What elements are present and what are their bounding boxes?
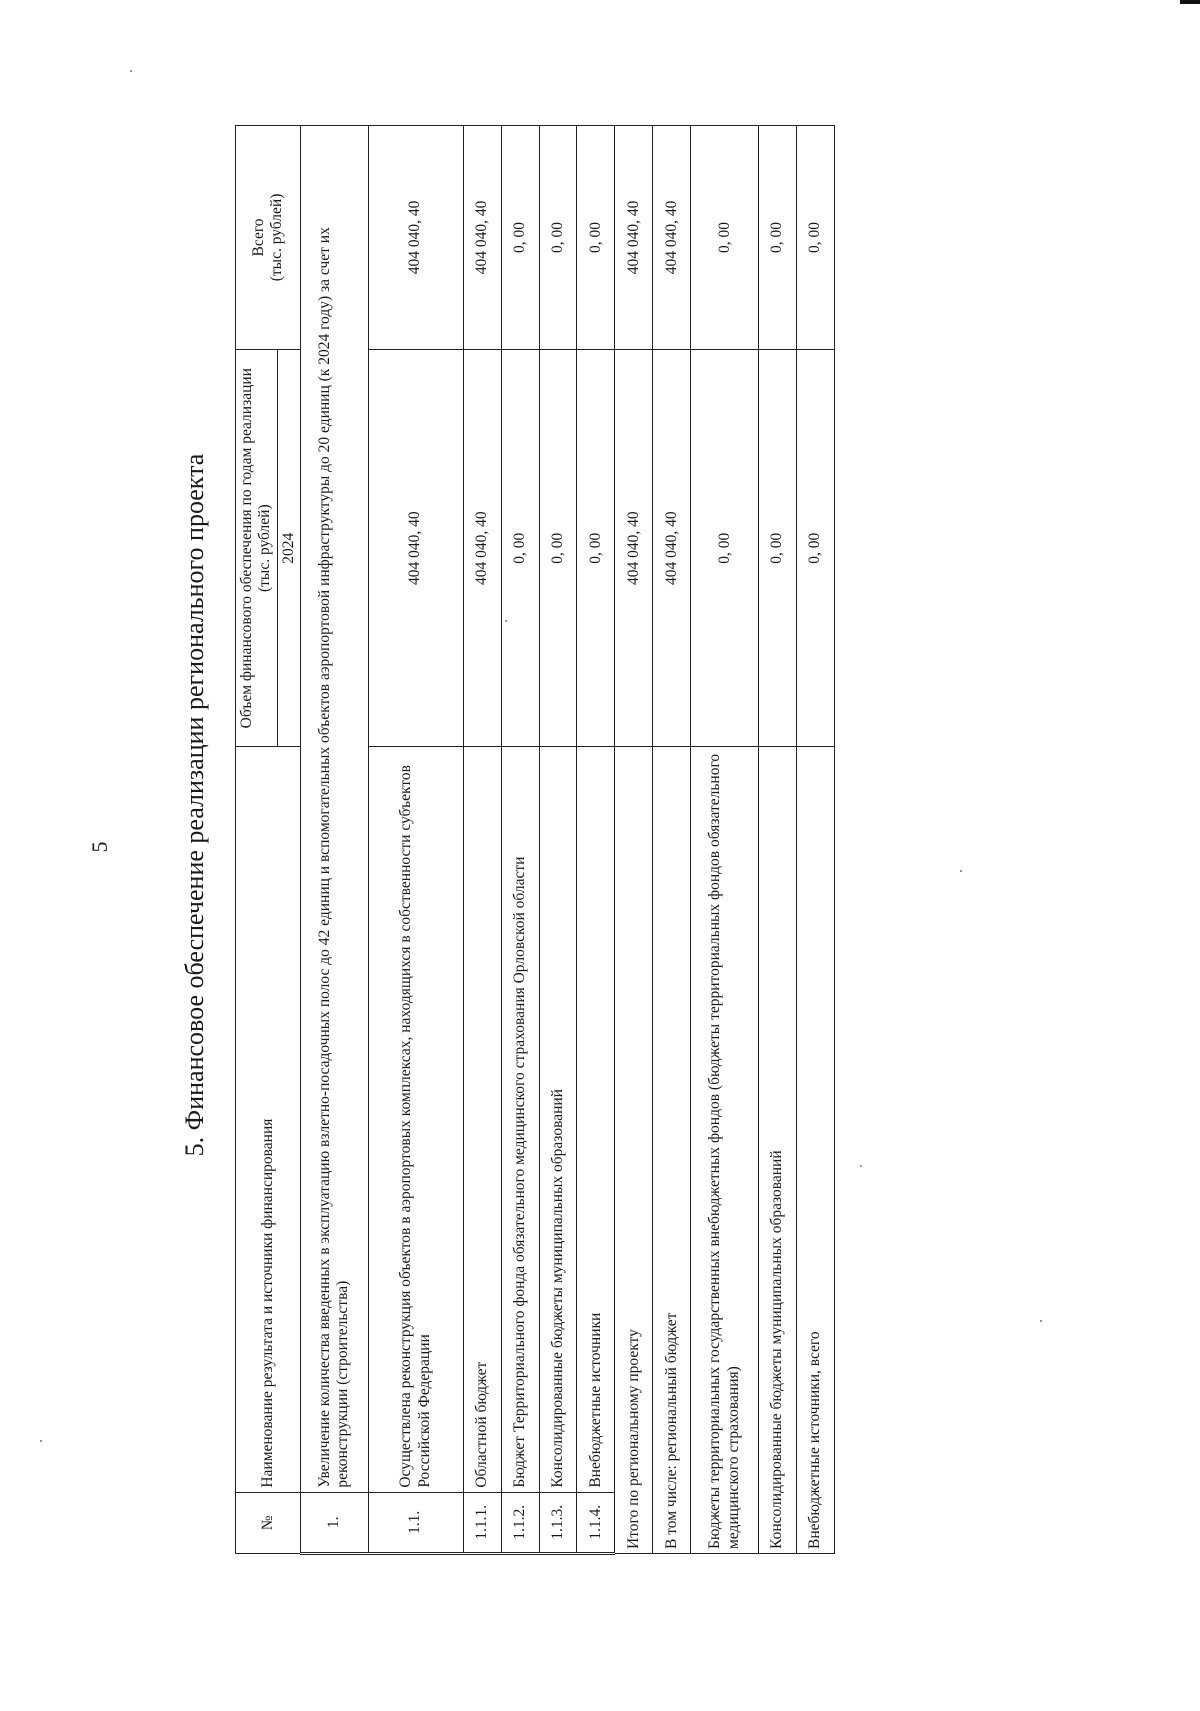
summary-value-2024: 404 040, 40 xyxy=(615,349,653,747)
row-total: 0, 00 xyxy=(501,126,539,350)
row-value-2024: 0, 00 xyxy=(501,349,539,747)
header-name: Наименование результата и источники финансирования xyxy=(236,747,301,1492)
header-total: Всего (тыс. рублей) xyxy=(236,126,301,350)
summary-value-2024: 404 040, 40 xyxy=(653,349,691,747)
scan-speck xyxy=(960,870,962,872)
page-number: 5 xyxy=(87,841,112,853)
row-name: Осуществлена реконструкция объектов в аэропортовых комплексах, находящихся в собственности субъектов Российской Федерации xyxy=(368,747,463,1492)
summary-name: Бюджеты территориальных государственных внебюджетных фондов (бюджеты территориальных фондов обязательного медицинского страхования) xyxy=(691,747,759,1554)
row-number: 1.1.1. xyxy=(463,1492,501,1553)
row-number: 1.1. xyxy=(368,1492,463,1553)
financing-table-frame xyxy=(235,125,835,1555)
row-total: 0, 00 xyxy=(577,126,615,350)
row-total: 404 040, 40 xyxy=(368,126,463,350)
summary-name: Внебюджетные источники, всего xyxy=(797,747,835,1554)
table-row xyxy=(463,126,501,1554)
scan-speck xyxy=(1040,1320,1042,1322)
row-value-2024: 404 040, 40 xyxy=(463,349,501,747)
result-number: 1. xyxy=(300,1492,368,1553)
header-volume: Объем финансового обеспечения по годам реализации (тыс. рублей) xyxy=(236,349,278,747)
summary-row xyxy=(615,126,653,1554)
summary-value-2024: 0, 00 xyxy=(759,349,797,747)
row-number: 1.1.3. xyxy=(539,1492,577,1553)
row-number: 1.1.4. xyxy=(577,1492,615,1553)
summary-total: 404 040, 40 xyxy=(615,126,653,350)
summary-name: Итого по региональному проекту xyxy=(615,747,653,1554)
row-value-2024: 0, 00 xyxy=(577,349,615,747)
row-name: Внебюджетные источники xyxy=(577,747,615,1492)
summary-name: В том числе: региональный бюджет xyxy=(653,747,691,1554)
row-total: 404 040, 40 xyxy=(463,126,501,350)
row-total: 0, 00 xyxy=(539,126,577,350)
row-number: 1.1.2. xyxy=(501,1492,539,1553)
row-name: Областной бюджет xyxy=(463,747,501,1492)
summary-row xyxy=(691,126,759,1554)
scan-speck xyxy=(130,70,132,72)
header-number: № xyxy=(236,1492,301,1553)
summary-row xyxy=(797,126,835,1554)
table-row xyxy=(368,126,463,1554)
summary-total: 404 040, 40 xyxy=(653,126,691,350)
financing-table xyxy=(235,125,835,1555)
row-name: Бюджет Территориального фонда обязательного медицинского страхования Орловской области xyxy=(501,747,539,1492)
result-text: Увеличение количества введенных в эксплуатацию взлетно-посадочных полос до 42 единиц и вспомогательных объектов аэропортовой инфраструктуры до 20 единиц (к 2024 году) за счет их реконструкции (строительства) xyxy=(300,126,368,1493)
section-title: 5. Финансовое обеспечение реализации регионального проекта xyxy=(180,453,209,1157)
summary-total: 0, 00 xyxy=(691,126,759,350)
scan-speck xyxy=(40,1440,42,1442)
summary-total: 0, 00 xyxy=(759,126,797,350)
table-row xyxy=(501,126,539,1554)
row-value-2024: 0, 00 xyxy=(539,349,577,747)
scan-edge-mark xyxy=(1180,0,1200,4)
scan-speck xyxy=(860,1165,862,1167)
summary-row xyxy=(653,126,691,1554)
summary-value-2024: 0, 00 xyxy=(797,349,835,747)
table-row xyxy=(539,126,577,1554)
row-name: Консолидированные бюджеты муниципальных образований xyxy=(539,747,577,1492)
summary-total: 0, 00 xyxy=(797,126,835,350)
header-year: 2024 xyxy=(277,349,300,747)
summary-row xyxy=(759,126,797,1554)
result-row xyxy=(300,126,368,1554)
summary-name: Консолидированные бюджеты муниципальных образований xyxy=(759,747,797,1554)
summary-value-2024: 0, 00 xyxy=(691,349,759,747)
table-row xyxy=(577,126,615,1554)
row-value-2024: 404 040, 40 xyxy=(368,349,463,747)
